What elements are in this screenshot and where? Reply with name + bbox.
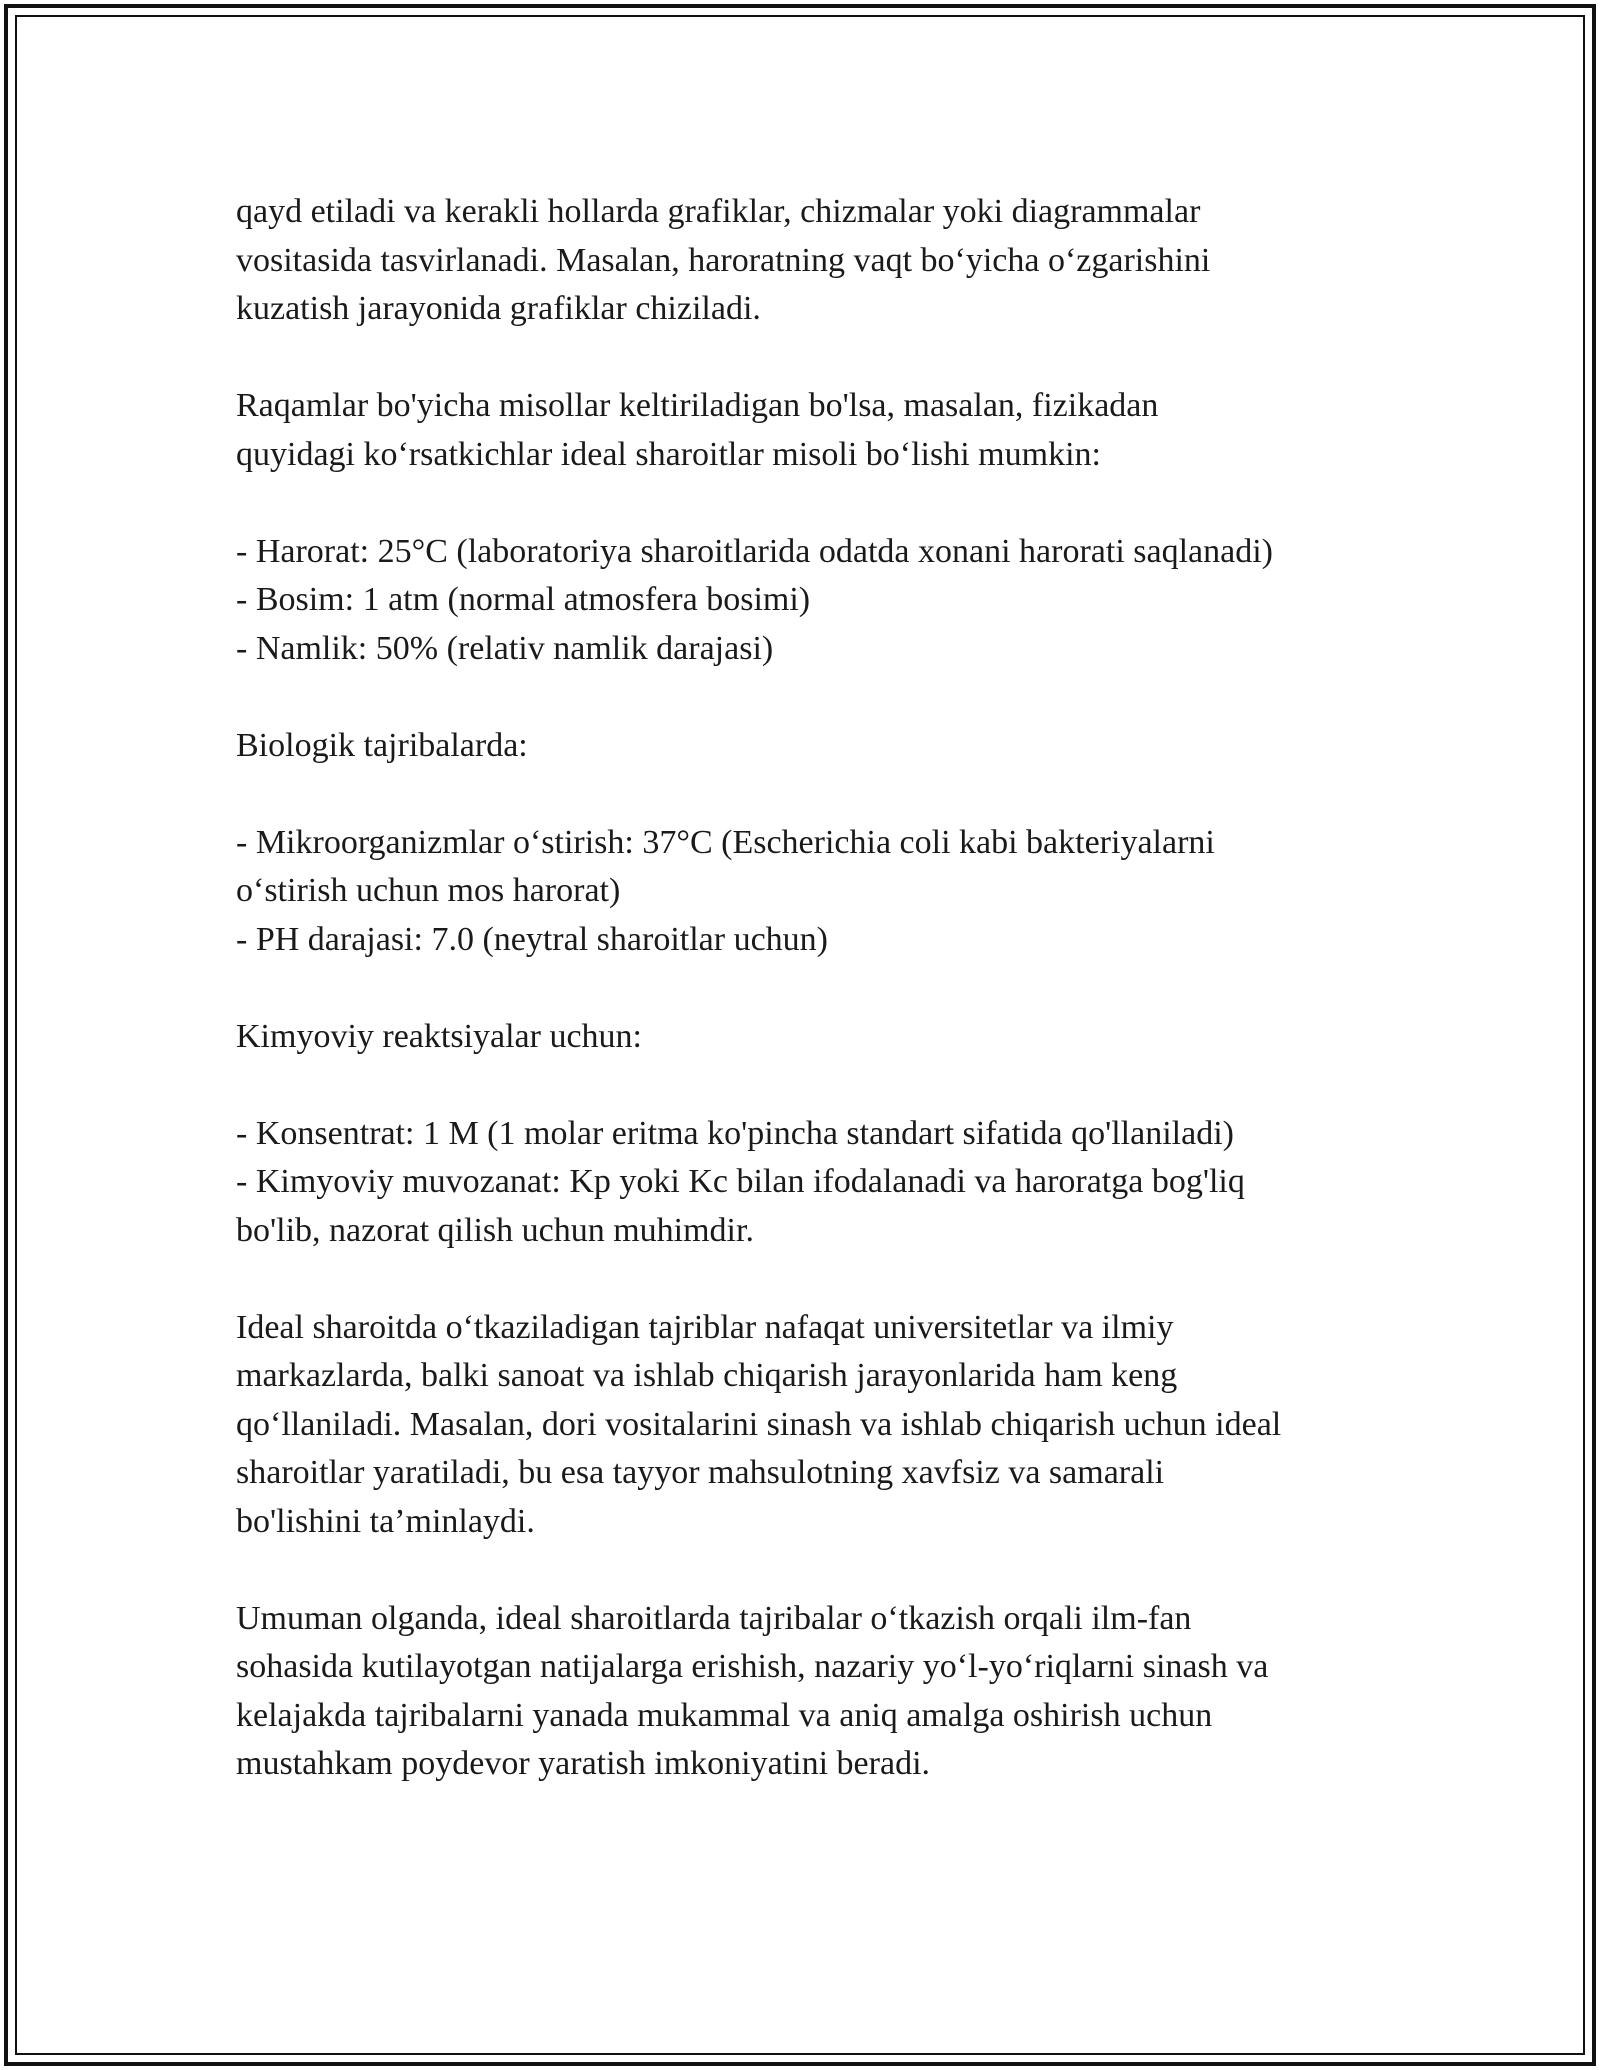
list [236,528,1386,674]
paragraph-gap [236,1255,1386,1304]
list-item: bo'lib, nazorat qilish uchun muhimdir. [236,1211,754,1249]
document-body [236,188,1386,1789]
list-item: - PH darajasi: 7.0 (neytral sharoitlar uchun) [236,920,828,958]
text-line: Biologik tajribalarda: [236,726,528,764]
paragraph [236,1595,1386,1789]
text-line: bo'lishini ta’minlaydi. [236,1502,535,1540]
list-item: - Mikroorganizmlar o‘stirish: 37°C (Escherichia coli kabi bakteriyalarni [236,823,1215,861]
text-line: kuzatish jarayonida grafiklar chiziladi. [236,290,761,327]
paragraph [236,1304,1386,1547]
paragraph [236,722,1386,771]
paragraph [236,188,1386,334]
text-line: sharoitlar yaratiladi, bu esa tayyor mahsulotning xavfsiz va samarali [236,1454,1165,1491]
text-line: qo‘llaniladi. Masalan, dori vositalarini sinash va ishlab chiqarish uchun ideal [236,1405,1282,1443]
paragraph-gap [236,1061,1386,1110]
paragraph-gap [236,334,1386,383]
paragraph-gap [236,964,1386,1013]
list [236,1110,1386,1256]
paragraph-gap [236,673,1386,722]
paragraph [236,382,1386,479]
list-item: - Kimyoviy muvozanat: Kp yoki Kc bilan ifodalanadi va haroratga bog'liq [236,1163,1245,1200]
text-line: qayd etiladi va kerakli hollarda grafiklar, chizmalar yoki diagrammalar [236,193,1201,230]
text-line: Ideal sharoitda o‘tkaziladigan tajriblar nafaqat universitetlar va ilmiy [236,1308,1174,1346]
text-line: mustahkam poydevor yaratish imkoniyatini beradi. [236,1745,931,1782]
text-line: sohasida kutilayotgan natijalarga erishish, nazariy yo‘l-yo‘riqlarni sinash va [236,1648,1269,1685]
list-item: - Namlik: 50% (relativ namlik darajasi) [236,629,774,667]
list-item: o‘stirish uchun mos harorat) [236,872,621,909]
paragraph-gap [236,1546,1386,1595]
text-line: quyidagi ko‘rsatkichlar ideal sharoitlar misoli bo‘lishi mumkin: [236,435,1101,473]
list-item: - Konsentrat: 1 M (1 molar eritma ko'pincha standart sifatida qo'llaniladi) [236,1114,1234,1152]
paragraph-gap [236,770,1386,819]
paragraph [236,1013,1386,1062]
list-item: - Bosim: 1 atm (normal atmosfera bosimi) [236,581,811,618]
paragraph-gap [236,479,1386,528]
list-item: - Harorat: 25°C (laboratoriya sharoitlarida odatda xonani harorati saqlanadi) [236,532,1273,570]
text-line: Umuman olganda, ideal sharoitlarda tajribalar o‘tkazish orqali ilm-fan [236,1599,1192,1637]
list [236,819,1386,965]
text-line: Kimyoviy reaktsiyalar uchun: [236,1017,643,1055]
text-line: Raqamlar bo'yicha misollar keltiriladigan bo'lsa, masalan, fizikadan [236,387,1159,424]
text-line: kelajakda tajribalarni yanada mukammal va aniq amalga oshirish uchun [236,1696,1213,1734]
text-line: vositasida tasvirlanadi. Masalan, haroratning vaqt bo‘yicha o‘zgarishini [236,241,1211,279]
text-line: markazlarda, balki sanoat va ishlab chiqarish jarayonlarida ham keng [236,1357,1178,1394]
